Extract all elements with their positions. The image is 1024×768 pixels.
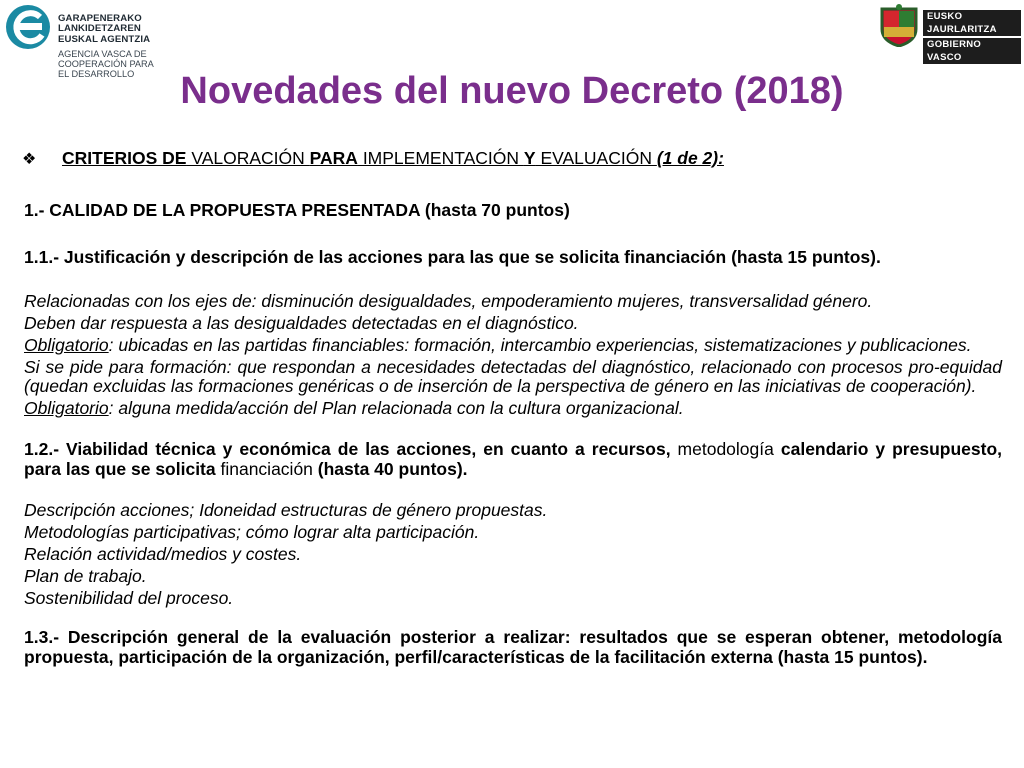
section-1-2-part: financiación [220,459,313,479]
agency-name-line: AGENCIA VASCA DE [58,49,147,59]
list-item: Relación actividad/medios y costes. [24,544,302,564]
section-1-2-list [24,501,1002,608]
diamond-bullet-icon: ❖ [22,151,37,168]
agency-name-line: LANKIDETZAREN [58,23,141,35]
slide-content [24,148,1002,689]
basque-government-crest-icon [878,3,920,47]
section-1-1-list [24,292,1002,418]
agency-name-line: EUSKAL AGENTZIA [58,33,151,45]
government-name-badge [923,10,1021,64]
list-item [24,399,1002,418]
list-item: Deben dar respuesta a las desigualdades detectadas en el diagnóstico. [24,313,579,333]
basque-government-logo [878,3,1024,63]
criterios-part: (1 de 2): [656,148,724,168]
section-1-1-normal: financiación (hasta 15 puntos). [619,247,881,267]
agency-name-eu [58,14,150,45]
section-1-3-heading: 1.3.- Descripción general de la evaluación posterior a realizar: resultados que se esperan obtener, metodología propuesta, participación de la organización, perfil/características de la facilitación externa (hasta 15 puntos). [24,627,1002,667]
government-name-es: GOBIERNO VASCO [923,38,1021,64]
criterios-heading [24,148,1002,170]
list-item [24,336,1002,355]
section-1-2-part: (hasta 40 puntos). [312,459,468,479]
list-item: Plan de trabajo. [24,566,147,586]
list-item: Metodologías participativas; cómo lograr alta participación. [24,522,480,542]
list-item: Sostenibilidad del proceso. [24,588,234,608]
list-item: Si se pide para formación: que respondan a necesidades detectadas del diagnóstico, relacionado con procesos pro-equidad (quedan excluidas las formaciones genéricas o de inserción de la perspectiva de género en las iniciativas de cooperación). [24,357,1002,396]
criterios-part: VALORACIÓN [186,148,310,168]
criterios-part: CRITERIOS DE [62,148,187,168]
obligatorio-label: Obligatorio [24,335,109,355]
slide-title: Novedades del nuevo Decreto (2018) [180,70,844,112]
section-1-heading: 1.- CALIDAD DE LA PROPUESTA PRESENTADA (hasta 70 puntos) [24,200,570,220]
criterios-text [62,148,724,168]
criterios-part: Y [523,148,536,168]
criterios-part: PARA [309,148,358,168]
section-1-2-heading [24,439,1002,479]
agency-name-line: COOPERACIÓN PARA [58,59,154,69]
list-item-text: : alguna medida/acción del Plan relacionada con la cultura organizacional. [108,398,684,418]
section-1-1-bold: 1.1.- Justificación y descripción de las acciones para las que se solicita [24,247,620,267]
section-1-2-part: metodología [677,439,774,459]
list-item: Descripción acciones; Idoneidad estructuras de género propuestas. [24,500,548,520]
obligatorio-label: Obligatorio [24,398,109,418]
section-1-2-part: calendario y presupuesto, para las que se solicita [24,439,1002,479]
list-item-text: : ubicadas en las partidas financiables: formación, intercambio experiencias, sistematizaciones y publicaciones. [108,335,972,355]
agency-name-line: EL DESARROLLO [58,69,135,79]
section-1-2-part: 1.2.- Viabilidad técnica y económica de las acciones, en cuanto a recursos, [24,439,678,459]
agency-e-logo-icon [4,2,54,52]
list-item: Relacionadas con los ejes de: disminución desigualdades, empoderamiento mujeres, transversalidad género. [24,291,873,311]
government-name-eu: EUSKO JAURLARITZA [923,10,1021,36]
agency-name-line: GARAPENERAKO [58,13,142,24]
section-1-1-heading [24,247,1002,267]
criterios-part: EVALUACIÓN [535,148,657,168]
criterios-part: IMPLEMENTACIÓN [357,148,524,168]
